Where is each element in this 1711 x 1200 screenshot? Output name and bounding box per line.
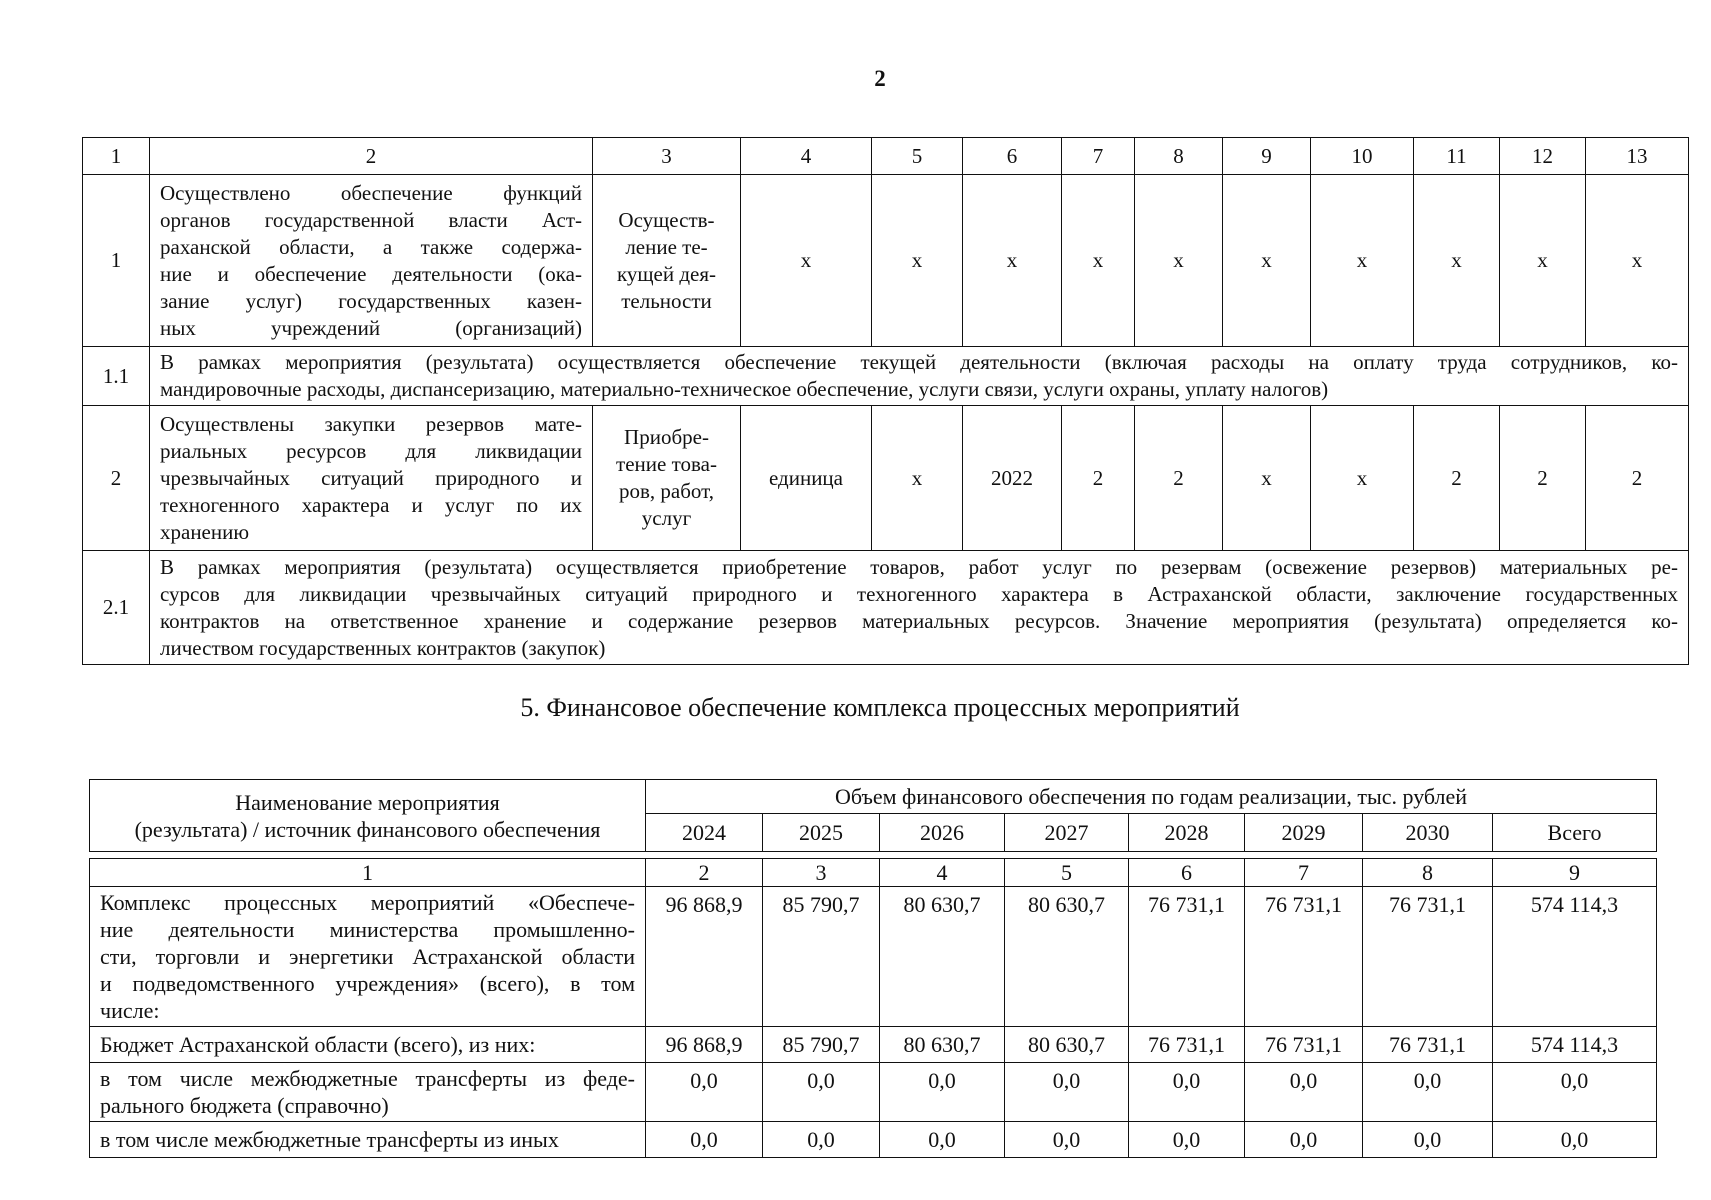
table-cell: x: [963, 175, 1062, 347]
text-line: ние и обеспечение деятельности (ока-: [160, 261, 582, 286]
activity-name: Бюджет Астраханской области (всего), из них:: [90, 1027, 646, 1063]
table-cell: 85 790,7: [763, 887, 880, 1027]
text-line: Осуществ-: [618, 207, 715, 232]
table-cell: x: [1586, 175, 1689, 347]
activity-name: в том числе межбюджетные трансферты из иных: [90, 1122, 646, 1158]
section-title: 5. Финансовое обеспечение комплекса процессных мероприятий: [520, 693, 1240, 722]
table-cell: 2: [1586, 406, 1689, 551]
text-line: Осуществлены закупки резервов мате-: [160, 411, 582, 436]
year-header: 2026: [880, 814, 1005, 852]
year-header: 2030: [1363, 814, 1493, 852]
table-cell: 80 630,7: [880, 887, 1005, 1027]
text-line: и подведомственного учреждения» (всего), в том: [100, 971, 635, 996]
result-type: [593, 406, 741, 551]
table-cell: 2: [1135, 406, 1223, 551]
financing-table: [89, 779, 1657, 1158]
column-number: 5: [872, 138, 963, 175]
row-number: 2.1: [83, 551, 150, 665]
table-cell: 0,0: [1129, 1122, 1245, 1158]
column-number: 10: [1311, 138, 1414, 175]
text-line: ров, работ,: [619, 479, 714, 503]
text-line: Комплекс процессных мероприятий «Обеспече-: [100, 890, 635, 915]
table-cell: 2022: [963, 406, 1062, 551]
text-line: мандировочные расходы, диспансеризацию, материально-техническое обеспечение, услуги связи, услуги охраны, уплату налогов): [160, 377, 1329, 401]
table-cell: 0,0: [763, 1063, 880, 1122]
result-type: [593, 175, 741, 347]
column-number: 5: [1005, 859, 1129, 887]
page-number: 2: [874, 66, 886, 91]
table-cell: единица: [741, 406, 872, 551]
column-number: 8: [1135, 138, 1223, 175]
table-cell: 0,0: [1005, 1122, 1129, 1158]
table-cell: 76 731,1: [1363, 1027, 1493, 1063]
column-number: 7: [1062, 138, 1135, 175]
name-column-header: [90, 780, 646, 852]
year-header: 2029: [1245, 814, 1363, 852]
table-cell: 0,0: [1363, 1122, 1493, 1158]
table-cell: x: [1223, 406, 1311, 551]
row-number: 1: [83, 175, 150, 347]
activity-name: [90, 1063, 646, 1122]
table-cell: 0,0: [646, 1063, 763, 1122]
table-cell: 0,0: [1129, 1063, 1245, 1122]
table-cell: x: [1414, 175, 1500, 347]
column-number: 2: [646, 859, 763, 887]
table-cell: 574 114,3: [1493, 887, 1657, 1027]
table-cell: 0,0: [1493, 1063, 1657, 1122]
table-cell: 0,0: [646, 1122, 763, 1158]
table-header-row: [90, 780, 1657, 814]
text-line: (результата) / источник финансового обеспечения: [134, 816, 601, 842]
text-line: В рамках мероприятия (результата) осуществляется приобретение товаров, работ услуг по резервам (освежение резервов) материальных ре-: [160, 554, 1678, 579]
column-number: 8: [1363, 859, 1493, 887]
column-number: 1: [90, 859, 646, 887]
column-number: 3: [593, 138, 741, 175]
text-line: чрезвычайных ситуаций природного и: [160, 465, 582, 490]
text-line: личеством государственных контрактов (закупок): [160, 635, 606, 660]
column-number: 7: [1245, 859, 1363, 887]
text-line: риальных ресурсов для ликвидации: [160, 438, 582, 463]
table-row: [83, 175, 1689, 347]
text-line: тельности: [621, 288, 712, 313]
header-gap: [90, 852, 1657, 859]
year-header: 2025: [763, 814, 880, 852]
text-line: Наименование мероприятия: [235, 789, 500, 815]
table-cell: 96 868,9: [646, 887, 763, 1027]
column-number: 2: [150, 138, 593, 175]
column-number: 9: [1493, 859, 1657, 887]
year-header: 2027: [1005, 814, 1129, 852]
column-number: 11: [1414, 138, 1500, 175]
table-cell: 80 630,7: [880, 1027, 1005, 1063]
table-row: [83, 406, 1689, 551]
text-line: ление те-: [625, 234, 708, 259]
table-cell: x: [872, 406, 963, 551]
text-line: тение това-: [616, 452, 717, 476]
text-line: в том числе межбюджетные трансферты из феде-: [100, 1066, 635, 1091]
table-cell: x: [1135, 175, 1223, 347]
column-number: 4: [880, 859, 1005, 887]
row-number: 1.1: [83, 347, 150, 406]
text-line: раханской области, а также содержа-: [160, 234, 582, 259]
text-line: числе:: [100, 998, 160, 1023]
table-cell: 85 790,7: [763, 1027, 880, 1063]
financing-group-header: Объем финансового обеспечения по годам реализации, тыс. рублей: [646, 780, 1657, 814]
table-cell: 574 114,3: [1493, 1027, 1657, 1063]
result-description: [150, 406, 593, 551]
table-cell: x: [1311, 406, 1414, 551]
result-description: [150, 175, 593, 347]
column-number: 1: [83, 138, 150, 175]
table-cell: 2: [1062, 406, 1135, 551]
table-cell: 0,0: [880, 1063, 1005, 1122]
column-number: 4: [741, 138, 872, 175]
table-cell: 76 731,1: [1363, 887, 1493, 1027]
table-row: [90, 1063, 1657, 1122]
table-cell: 76 731,1: [1245, 1027, 1363, 1063]
table-header-row: [83, 138, 1689, 175]
total-header: Всего: [1493, 814, 1657, 852]
activity-name: [90, 887, 646, 1027]
column-number: 6: [963, 138, 1062, 175]
text-line: ние деятельности министерства промышленно-: [100, 917, 635, 942]
table-cell: 0,0: [1245, 1122, 1363, 1158]
text-line: рального бюджета (справочно): [100, 1093, 389, 1118]
table-cell: x: [1500, 175, 1586, 347]
year-header: 2028: [1129, 814, 1245, 852]
table-row: [90, 1027, 1657, 1063]
table-cell: 0,0: [1493, 1122, 1657, 1158]
table-cell: 2: [1414, 406, 1500, 551]
text-line: контрактов на ответственное хранение и содержание резервов материальных ресурсов. Значение мероприятия (результата) определяется ко-: [160, 608, 1678, 633]
row-number: 2: [83, 406, 150, 551]
column-number: 3: [763, 859, 880, 887]
table-cell: x: [741, 175, 872, 347]
table-row: [90, 1122, 1657, 1158]
table-cell: x: [1223, 175, 1311, 347]
results-table: [82, 137, 1689, 665]
text-line: Приобре-: [624, 425, 709, 449]
table-cell: 0,0: [1005, 1063, 1129, 1122]
table-row: [90, 887, 1657, 1027]
column-number: 6: [1129, 859, 1245, 887]
table-cell: 96 868,9: [646, 1027, 763, 1063]
table-row: [83, 551, 1689, 665]
text-line: сурсов для ликвидации чрезвычайных ситуаций природного и техногенного характера в Астраханской области, заключение государственных: [160, 581, 1678, 606]
column-number: 9: [1223, 138, 1311, 175]
text-line: техногенного характера и услуг по их: [160, 492, 582, 517]
table-cell: x: [1311, 175, 1414, 347]
table-cell: 76 731,1: [1129, 887, 1245, 1027]
text-line: В рамках мероприятия (результата) осуществляется обеспечение текущей деятельности (включая расходы на оплату труда сотрудников, ко-: [160, 350, 1678, 374]
text-line: Осуществлено обеспечение функций: [160, 180, 582, 205]
table-cell: 0,0: [1245, 1063, 1363, 1122]
text-line: услуг: [641, 506, 692, 530]
text-line: хранению: [160, 519, 250, 544]
table-cell: 80 630,7: [1005, 887, 1129, 1027]
text-line: сти, торговли и энергетики Астраханской области: [100, 944, 635, 969]
text-line: кущей дея-: [616, 261, 717, 286]
text-line: ных учреждений (организаций): [160, 315, 582, 340]
activity-description: [150, 551, 1689, 665]
table-row: [83, 347, 1689, 406]
table-cell: 76 731,1: [1245, 887, 1363, 1027]
column-number: 13: [1586, 138, 1689, 175]
text-line: зание услуг) государственных казен-: [160, 288, 582, 313]
table-cell: 80 630,7: [1005, 1027, 1129, 1063]
year-header: 2024: [646, 814, 763, 852]
text-line: органов государственной власти Аст-: [160, 207, 582, 232]
table-cell: 0,0: [1363, 1063, 1493, 1122]
table-cell: 2: [1500, 406, 1586, 551]
table-cell: x: [872, 175, 963, 347]
table-cell: 76 731,1: [1129, 1027, 1245, 1063]
table-cell: 0,0: [763, 1122, 880, 1158]
column-number-row: [90, 859, 1657, 887]
table-cell: 0,0: [880, 1122, 1005, 1158]
column-number: 12: [1500, 138, 1586, 175]
table-cell: x: [1062, 175, 1135, 347]
activity-description: [150, 347, 1689, 406]
